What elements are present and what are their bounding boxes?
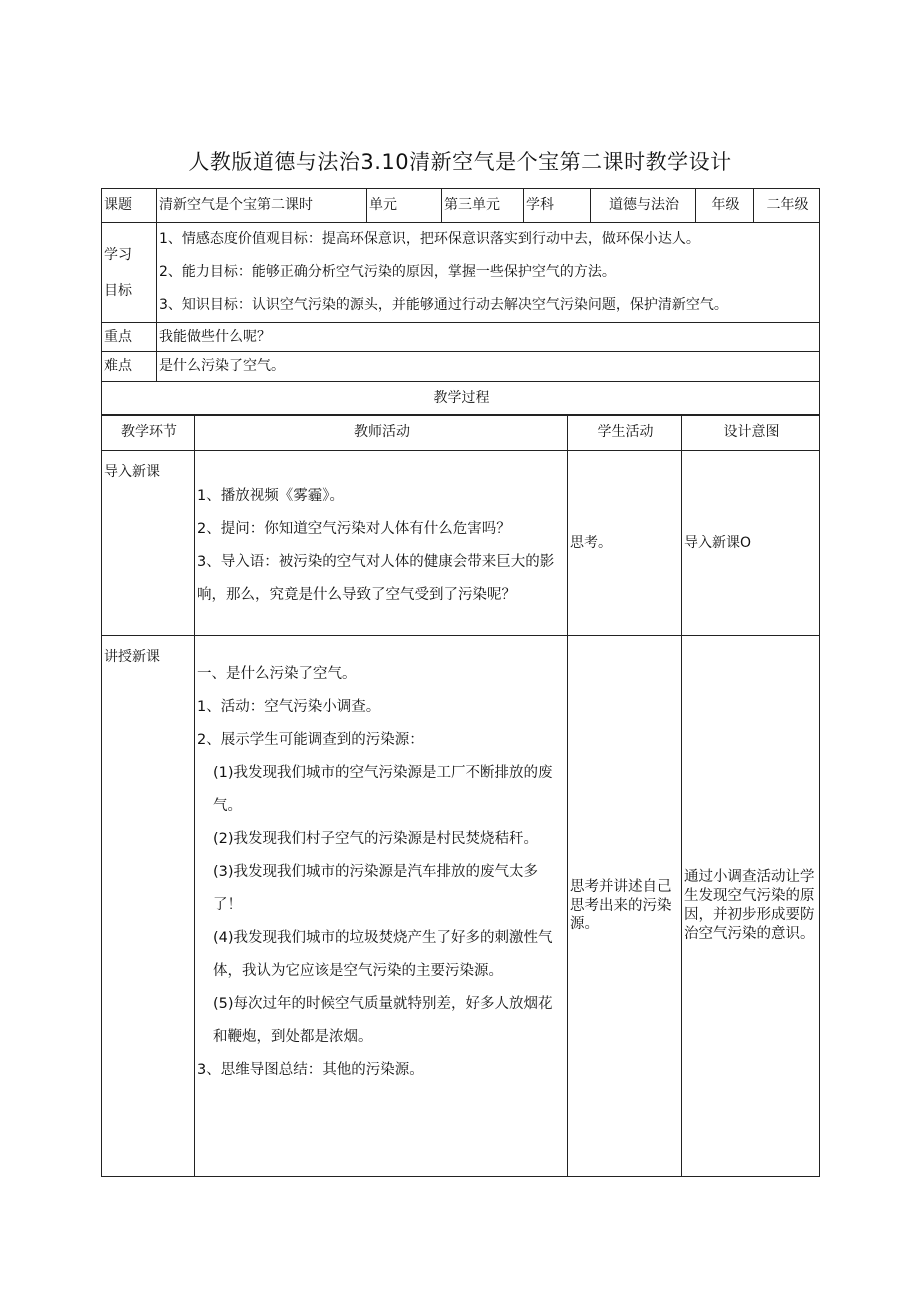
difficulty-value: 是什么污染了空气。 xyxy=(157,352,820,382)
unit-value: 第三单元 xyxy=(442,189,524,223)
topic-value: 清新空气是个宝第二课时 xyxy=(157,189,367,223)
goal-item: 3、知识目标：认识空气污染的源头，并能够通过行动去解决空气污染问题，保护清新空气。 xyxy=(159,297,728,313)
goal-item: 2、能力目标：能够正确分析空气污染的原因，掌握一些保护空气的方法。 xyxy=(159,264,616,280)
difficulty-label: 难点 xyxy=(102,352,157,382)
column-header: 学生活动 xyxy=(568,415,682,451)
design-intent: 通过小调查活动让学生发现空气污染的原因，并初步形成要防治空气污染的意识。 xyxy=(682,636,820,1177)
process-table xyxy=(101,414,820,1177)
column-header: 设计意图 xyxy=(682,415,820,451)
teacher-line: (1)我发现我们城市的空气污染源是工厂不断排放的废气。 xyxy=(213,765,553,814)
student-activity: 思考。 xyxy=(568,451,682,636)
section-name: 讲授新课 xyxy=(102,636,195,1177)
teacher-line: (3)我发现我们城市的污染源是汽车排放的废气太多了！ xyxy=(213,864,539,913)
teacher-line: (2)我发现我们村子空气的污染源是村民焚烧秸秆。 xyxy=(213,831,539,847)
teacher-activity xyxy=(195,451,568,636)
process-title: 教学过程 xyxy=(102,382,820,416)
design-intent: 导入新课O xyxy=(682,451,820,636)
section-row-intro xyxy=(102,451,820,636)
teacher-activity xyxy=(195,636,568,1177)
subject-value: 道德与法治 xyxy=(591,189,696,223)
teacher-line: 3、导入语：被污染的空气对人体的健康会带来巨大的影响，那么，究竟是什么导致了空气受到了污染呢？ xyxy=(197,554,555,603)
grade-value: 二年级 xyxy=(754,189,820,223)
section-row-new-lesson xyxy=(102,636,820,1177)
column-header: 教师活动 xyxy=(195,415,568,451)
column-header: 教学环节 xyxy=(102,415,195,451)
topic-label: 课题 xyxy=(102,189,157,223)
subject-label: 学科 xyxy=(524,189,591,223)
teacher-line: 一、是什么污染了空气。 xyxy=(197,666,357,682)
key-point-value: 我能做些什么呢？ xyxy=(157,323,820,352)
document-title: 人教版道德与法治3.10清新空气是个宝第二课时教学设计 xyxy=(188,150,732,174)
goals-label-line1: 学习 xyxy=(104,246,132,263)
teacher-line: 2、提问：你知道空气污染对人体有什么危害吗？ xyxy=(197,521,511,537)
info-row xyxy=(102,189,820,223)
section-name: 导入新课 xyxy=(102,451,195,636)
goal-item: 1、情感态度价值观目标：提高环保意识，把环保意识落实到行动中去，做环保小达人。 xyxy=(159,231,700,247)
teacher-line: (5)每次过年的时候空气质量就特别差，好多人放烟花和鞭炮，到处都是浓烟。 xyxy=(213,996,553,1045)
goals-label-line2: 目标 xyxy=(104,282,132,299)
goals-content xyxy=(157,223,820,323)
key-point-row xyxy=(102,323,820,352)
teacher-line: 1、播放视频《雾霾》。 xyxy=(197,488,344,504)
teacher-line: 3、思维导图总结：其他的污染源。 xyxy=(197,1062,424,1078)
process-title-row xyxy=(102,382,820,416)
info-table xyxy=(101,188,820,416)
teacher-line: 1、活动：空气污染小调查。 xyxy=(197,699,381,715)
student-activity: 思考并讲述自己思考出来的污染源。 xyxy=(568,636,682,1177)
difficulty-row xyxy=(102,352,820,382)
process-header-row xyxy=(102,415,820,451)
goals-row xyxy=(102,223,820,323)
unit-label: 单元 xyxy=(367,189,442,223)
grade-label: 年级 xyxy=(696,189,754,223)
goals-label xyxy=(102,223,157,323)
key-point-label: 重点 xyxy=(102,323,157,352)
teacher-line: 2、展示学生可能调查到的污染源： xyxy=(197,732,424,748)
teacher-line: (4)我发现我们城市的垃圾焚烧产生了好多的刺激性气体，我认为它应该是空气污染的主要污染源。 xyxy=(213,930,553,979)
